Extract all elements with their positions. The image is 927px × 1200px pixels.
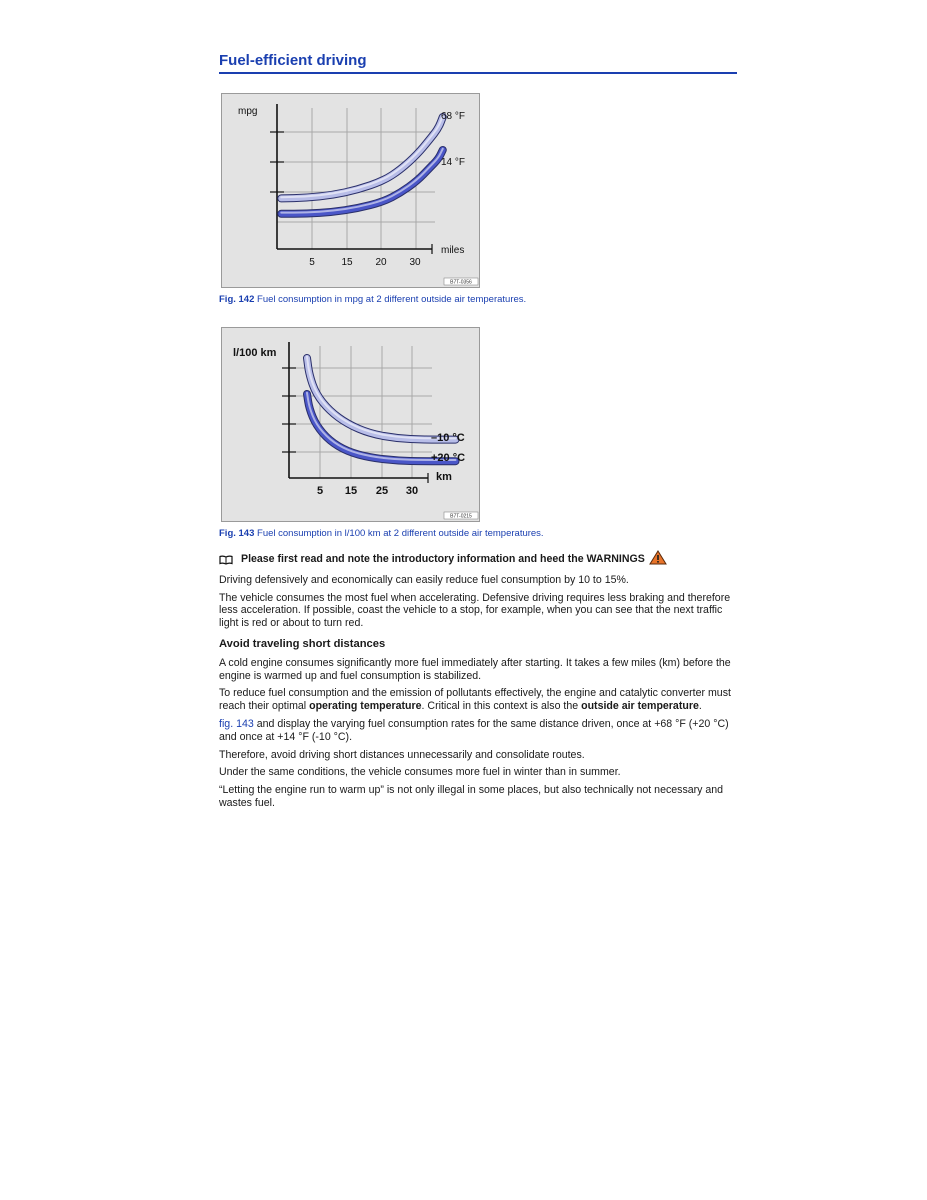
x-tick-label: 25 [375, 485, 389, 497]
figure-143-caption [219, 528, 544, 540]
warning-notice [219, 550, 737, 569]
paragraph: Driving defensively and economically can easily reduce fuel consumption by 10 to 15%. [219, 573, 629, 586]
x-axis-label: km [436, 471, 452, 483]
series-label: 68 °F [441, 111, 466, 122]
x-tick-label: 15 [344, 485, 358, 497]
x-tick-label: 20 [375, 257, 387, 268]
figure-code: B7T-0215 [450, 513, 472, 520]
paragraph: The vehicle consumes the most fuel when accelerating. Defensive driving requires less braking and therefore less acceleration. If possible, coast the vehicle to a stop, for example, when you can see that the next traffic light is red or about to turn red. [219, 591, 731, 630]
caption-text: Fuel consumption in l/100 km at 2 different outside air temperatures. [257, 528, 544, 539]
paragraph [219, 687, 737, 713]
text-run: . [698, 700, 702, 713]
page-title: Fuel-efficient driving [219, 52, 737, 74]
x-axis-label: miles [441, 245, 465, 256]
series-outline [307, 358, 456, 440]
x-tick-label: 15 [341, 257, 353, 268]
figure-143 [221, 327, 480, 522]
figure-code: B7T-0356 [450, 279, 472, 286]
series-label: 14 °F [441, 157, 466, 168]
y-axis-label: l/100 km [233, 347, 277, 359]
text-run: . Critical in this context is also the [421, 700, 582, 713]
paragraph: Therefore, avoid driving short distances unnecessarily and consolidate routes. [219, 748, 585, 761]
figure-142-caption [219, 294, 526, 306]
paragraph: “Letting the engine run to warm up” is not only illegal in some places, but also technically not necessary and wastes fuel. [219, 784, 724, 809]
paragraph: A cold engine consumes significantly more fuel immediately after starting. It takes a few miles (km) before the engine is warmed up and fuel consumption is stabilized. [219, 656, 731, 682]
figure-link[interactable]: fig. 143 [219, 717, 254, 730]
warning-icon [649, 550, 667, 569]
section-heading: Avoid traveling short distances [219, 637, 386, 650]
series-highlight [307, 393, 456, 460]
paragraph: Under the same conditions, the vehicle consumes more fuel in winter than in summer. [219, 766, 621, 779]
x-tick-label: 5 [309, 257, 315, 268]
series-line [307, 358, 456, 440]
notice-text: Please first read and note the introductory information and heed the WARNINGS [241, 553, 645, 565]
caption-label: Fig. 142 [219, 294, 255, 305]
text-run: and display the varying fuel consumption rates for the same distance driven, once at +68 °F (+20 °C) and once at +14 °F (-10 °C). [219, 717, 729, 743]
paragraph [219, 718, 737, 744]
series-label: –10 °C [431, 432, 465, 444]
y-axis-label: mpg [238, 106, 258, 117]
mpg-chart [222, 94, 479, 287]
x-tick-label: 5 [316, 485, 324, 497]
body-text [219, 550, 737, 815]
series-highlight [307, 357, 456, 439]
l100km-chart [222, 328, 479, 521]
series-label: +20 °C [431, 452, 466, 464]
x-tick-label: 30 [405, 485, 419, 497]
text-run: To reduce fuel consumption and the emission of pollutants effectively, the engine and catalytic converter must reach their optimal [219, 687, 731, 713]
book-icon [219, 555, 233, 564]
emphasis: outside air temperature [581, 700, 699, 713]
figure-142 [221, 93, 480, 288]
caption-text: Fuel consumption in mpg at 2 different outside air temperatures. [257, 294, 527, 305]
x-tick-label: 30 [409, 257, 421, 268]
series-line [281, 150, 443, 214]
caption-label: Fig. 143 [219, 528, 255, 539]
emphasis: operating temperature [309, 700, 422, 713]
